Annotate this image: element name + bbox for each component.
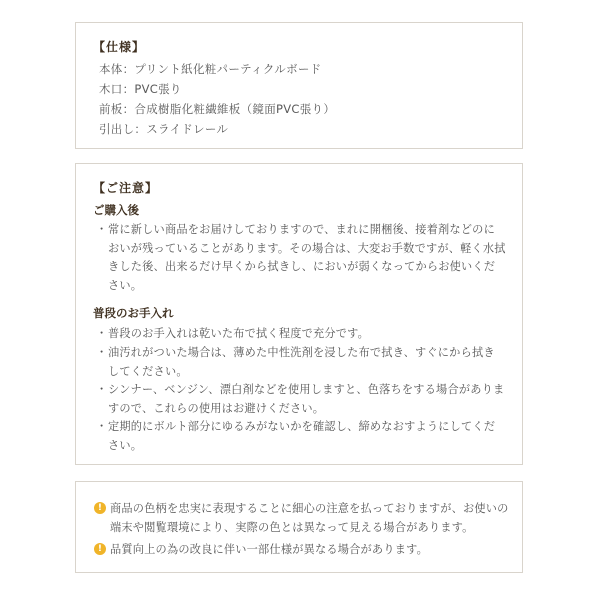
list-item [96, 418, 506, 455]
bullet-mark: ・ [96, 420, 108, 433]
purchase-item-text: 常に新しい商品をお届けしておりますので、まれに開梱後、接着剤などのにおいが残っていることがあります。その場合は、大変お手数ですが、軽く水拭きした後、出来るだけ早くから拭きし、においが弱くなってからお使いください。 [108, 223, 506, 292]
exclamation-icon: ! [94, 543, 106, 555]
spec-line-body: 本体：プリント紙化粧パーティクルボード [99, 62, 322, 76]
care-item-text: 油汚れがついた場合は、薄めた中性洗剤を浸した布で拭き、すぐにから拭きしてください。 [108, 346, 495, 378]
care-item-text: 定期的にボルト部分にゆるみがないかを確認し、締めなおすようにしてください。 [108, 420, 496, 452]
notice-text-spec: 品質向上の為の改良に伴い一部仕様が異なる場合があります。 [110, 543, 428, 556]
list-item [96, 344, 506, 381]
list-item [96, 381, 506, 418]
bullet-mark: ・ [96, 327, 108, 340]
care-heading: 普段のお手入れ [93, 306, 174, 320]
care-item-text: シンナー、ベンジン、漂白剤などを使用しますと、色落ちをする場合がありますので、これらの使用はお避けください。 [108, 383, 505, 415]
care-item-text: 普段のお手入れは乾いた布で拭く程度で充分です。 [108, 327, 370, 340]
notice-item [94, 499, 509, 537]
bullet-mark: ・ [96, 346, 108, 359]
notice-item [94, 540, 509, 559]
bullet-mark: ・ [96, 223, 108, 236]
caution-title: 【ご注意】 [93, 181, 159, 195]
spec-line-front: 前板：合成樹脂化粧繊維板（鏡面PVC張り） [99, 102, 336, 116]
spec-line-drawer: 引出し：スライドレール [99, 122, 229, 136]
notice-text-color: 商品の色柄を忠実に表現することに細心の注意を払っておりますが、お使いの端末や閲覧環境により、実際の色とは異なって見える場合があります。 [110, 502, 509, 534]
bullet-mark: ・ [96, 383, 108, 396]
purchase-heading: ご購入後 [93, 203, 139, 217]
list-item [96, 325, 506, 344]
notice-box [75, 481, 523, 573]
spec-box [75, 22, 523, 149]
caution-box [75, 163, 523, 465]
list-item [96, 221, 506, 295]
spec-line-edge: 木口：PVC張り [99, 82, 182, 96]
spec-title: 【仕様】 [93, 40, 146, 54]
exclamation-icon: ! [94, 502, 106, 514]
